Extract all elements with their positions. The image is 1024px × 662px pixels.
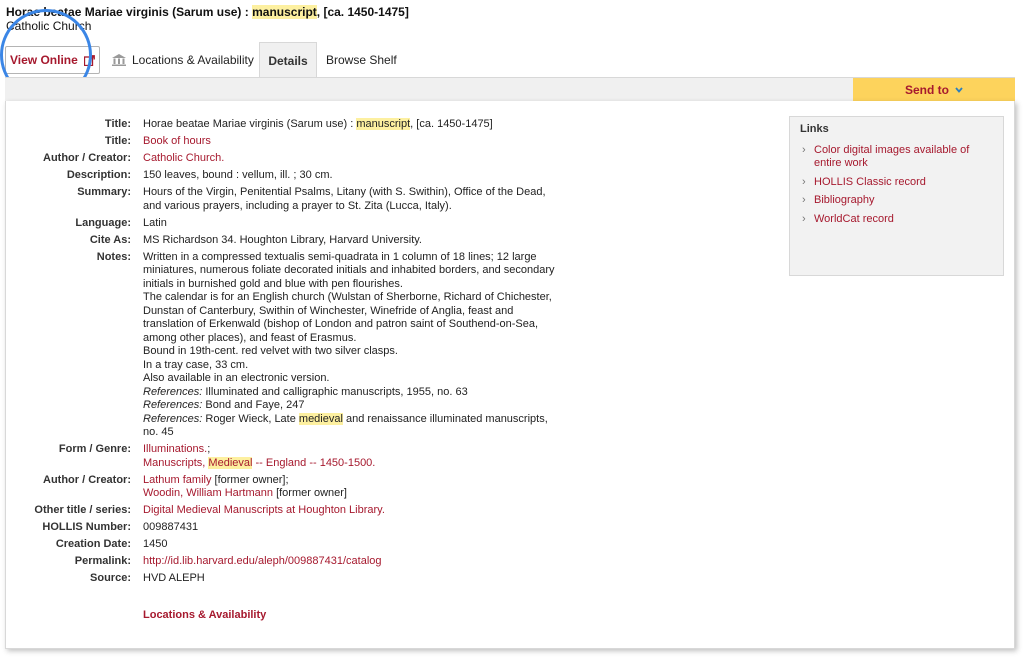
genre-link-illuminations[interactable]: Illuminations.	[143, 443, 208, 455]
link-worldcat[interactable]: › WorldCat record	[802, 212, 894, 225]
chevron-right-icon: ›	[802, 175, 806, 188]
tab-browse-shelf[interactable]: Browse Shelf	[326, 53, 397, 67]
chevron-down-icon	[955, 87, 963, 93]
field-value: Hours of the Virgin, Penitential Psalms, Litany (with S. Swithin), Office of the Dead, and various prayers, including a prayer to St. Zita (Lucca, Italy).	[143, 186, 546, 212]
field-label: Creation Date:	[55, 538, 131, 550]
field-summary	[6, 186, 606, 213]
genre-link-manuscripts[interactable]: Manuscripts, Medieval -- England -- 1450-1500.	[143, 456, 376, 469]
field-value: MS Richardson 34. Houghton Library, Harvard University.	[143, 233, 422, 246]
author-link-woodin[interactable]: Woodin, William Hartmann	[143, 487, 274, 499]
field-label: Other title / series:	[34, 504, 131, 516]
field-title-uniform	[6, 135, 606, 149]
field-value: 150 leaves, bound : vellum, ill. ; 30 cm.	[143, 169, 333, 181]
details-fields	[6, 118, 606, 589]
field-label: Description:	[66, 169, 131, 181]
link-bibliography[interactable]: › Bibliography	[802, 194, 875, 206]
field-label: Permalink:	[74, 555, 131, 567]
field-value: Latin	[143, 216, 167, 229]
reference: References: Roger Wieck, Late medieval and renaissance illuminated manuscripts,	[143, 412, 548, 425]
field-label: Title:	[104, 135, 131, 147]
field-label: Source:	[90, 572, 131, 584]
field-label: Notes:	[96, 250, 131, 263]
field-label: Author / Creator:	[43, 152, 131, 164]
field-series	[6, 504, 606, 518]
field-label: Title:	[104, 118, 131, 130]
field-cite-as	[6, 234, 606, 248]
field-source	[6, 572, 606, 586]
details-panel	[5, 101, 1015, 649]
field-creation-date	[6, 538, 606, 552]
field-description	[6, 169, 606, 183]
field-label: Cite As:	[89, 233, 131, 246]
tab-details[interactable]: Details	[259, 42, 317, 78]
field-value: 009887431	[143, 521, 199, 533]
chevron-right-icon: ›	[802, 144, 806, 156]
author-link[interactable]: Catholic Church.	[143, 152, 225, 164]
reference: References: Bond and Faye, 247	[143, 399, 305, 411]
field-language	[6, 217, 606, 231]
series-link[interactable]: Digital Medieval Manuscripts at Houghton Library.	[143, 504, 385, 516]
field-label: HOLLIS Number:	[42, 521, 131, 533]
record-title: Horae beatae Mariae virginis (Sarum use) : manuscript, [ca. 1450-1475]	[6, 5, 409, 19]
links-list	[800, 144, 993, 226]
tab-locations-availability[interactable]	[112, 46, 254, 74]
field-value: Lathum family [former owner]; Woodin, William Hartmann [former owner]	[143, 473, 347, 499]
links-box	[789, 116, 1004, 276]
locations-availability-link[interactable]: Locations & Availability	[143, 609, 267, 621]
field-value: 1450	[143, 538, 168, 550]
field-value: HVD ALEPH	[143, 572, 205, 584]
author-link-lathum[interactable]: Lathum family	[143, 473, 212, 486]
field-value: Written in a compressed textualis semi-quadrata in 1 column of 18 lines; 12 large miniatures, numerous foliate decorated initials and inhabited borders, and secondary initials in burnished gold and blue with pen flourishes. The calendar is for an English church (Wulstan of Sherborne, Richard of Chichester, Dunstan of Canterbury, Swithin of Winchester, Winefride of Anglia, feast and translation of Erkenwald (bishop of London and patron saint of Southend-on-Sea, among other places), and feast of Erasmus. Bound in 19th-cent. red velvet with two silver clasps. In a tray case, 33 cm. Also available in an electronic version. References: Illuminated and calligraphic manuscripts, 1955, no. 63 References: Bond and Faye, 247 References: Roger Wieck, Late medieval and renaissance illuminated manuscripts, no. 45	[143, 251, 583, 440]
field-label: Summary:	[77, 186, 131, 198]
library-building-icon	[112, 54, 126, 66]
send-to-button[interactable]	[853, 78, 1015, 101]
chevron-right-icon: ›	[802, 194, 806, 206]
link-color-digital-images[interactable]: › Color digital images available of entire work	[802, 144, 970, 169]
field-permalink	[6, 555, 606, 569]
field-author	[6, 152, 606, 166]
record-tabs	[0, 42, 1024, 78]
field-value: Illuminations.; Manuscripts, Medieval -- England -- 1450-1500.	[143, 443, 376, 469]
tab-locations-label: Locations & Availability	[132, 53, 254, 67]
permalink-link[interactable]: http://id.lib.harvard.edu/aleph/009887431/catalog	[143, 555, 382, 567]
title-link[interactable]: Book of hours	[143, 135, 211, 147]
view-online-label: View Online	[10, 53, 78, 67]
field-label: Language:	[75, 216, 131, 229]
record-subtitle: Catholic Church	[6, 19, 92, 33]
chevron-right-icon: ›	[802, 212, 806, 225]
links-heading: Links	[800, 123, 829, 135]
field-author-creator-2	[6, 474, 606, 501]
send-to-label: Send to	[905, 82, 949, 97]
link-hollis-classic[interactable]: › HOLLIS Classic record	[802, 175, 926, 188]
field-label: Author / Creator:	[43, 473, 131, 486]
field-label: Form / Genre:	[58, 443, 131, 455]
field-title	[6, 118, 606, 132]
field-form-genre	[6, 443, 606, 470]
field-hollis-number	[6, 521, 606, 535]
reference: References: Illuminated and calligraphic manuscripts, 1955, no. 63	[143, 385, 468, 398]
field-notes	[6, 251, 606, 440]
field-value: Horae beatae Mariae virginis (Sarum use) : manuscript, [ca. 1450-1475]	[143, 118, 493, 130]
